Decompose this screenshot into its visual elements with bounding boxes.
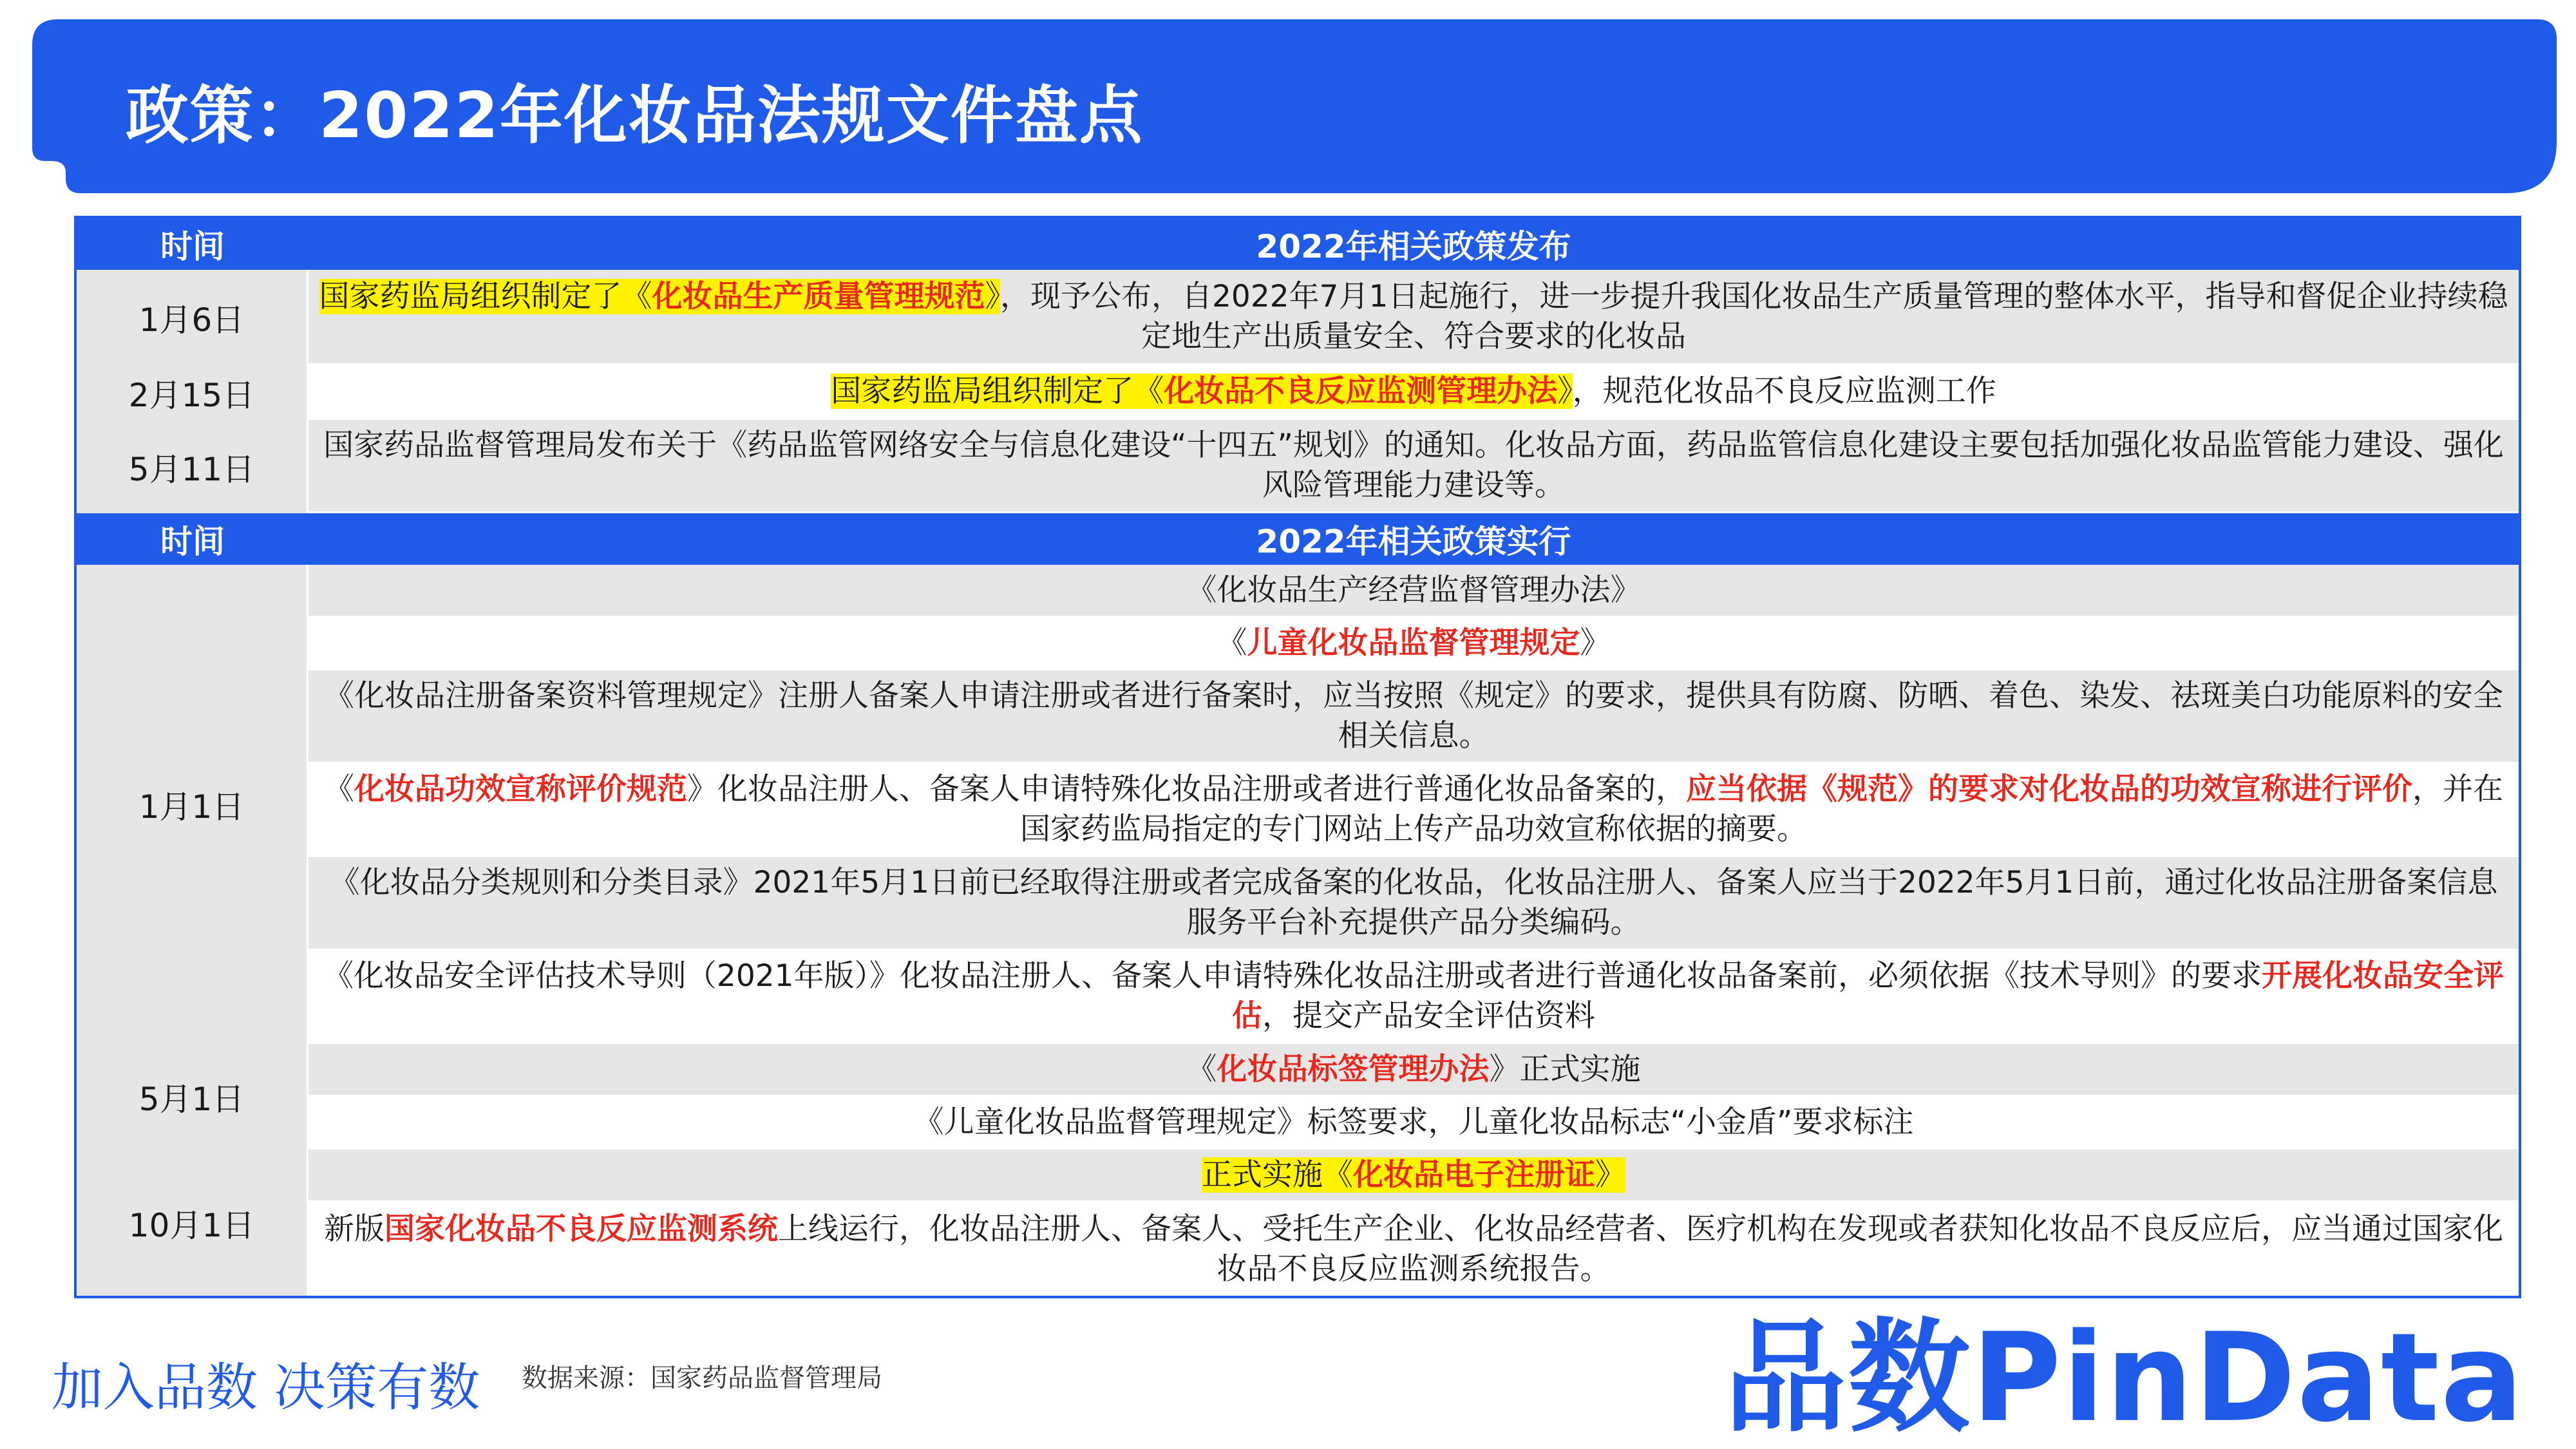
section-header-implementation [77, 513, 2519, 565]
policy-text: 《儿童化妆品监督管理规定》标签要求，儿童化妆品标志“小金盾”要求标注 [913, 1104, 1914, 1140]
date-cell: 1月1日 [77, 565, 308, 1044]
emphasis-text: 化妆品电子注册证 [1353, 1157, 1595, 1193]
text-fragment: 上线运行，化妆品注册人、备案人、受托生产企业、化妆品经营者、医疗机构在发现或者获知化妆品不良反应后，应当通过国家化妆品不良反应监测系统报告。 [778, 1211, 2503, 1287]
policy-cell [308, 1097, 2519, 1150]
text-fragment: 》化妆品注册人、备案人申请特殊化妆品注册或者进行普通化妆品备案的， [687, 772, 1686, 807]
policy-cell [308, 1044, 2519, 1097]
policy-text: 《化妆品注册备案资料管理规定》注册人备案人申请注册或者进行备案时，应当按照《规定》的要求，提供具有防腐、防晒、着色、染发、祛斑美白功能原料的安全相关信息。 [324, 678, 2503, 753]
date-cell: 5月1日 [77, 1044, 308, 1150]
highlight-span [831, 374, 1573, 409]
table-row [77, 420, 2519, 513]
text-fragment: 》 [1557, 374, 1573, 409]
emphasis-text: 儿童化妆品监督管理规定 [1247, 625, 1580, 661]
policy-cell [308, 857, 2519, 951]
date-cell: 10月1日 [77, 1150, 308, 1296]
policy-text [317, 770, 2510, 849]
emphasis-text: 化妆品功效宣称评价规范 [354, 772, 687, 807]
table-row [77, 270, 2519, 365]
text-fragment: ，现予公布，自2022年7月1日起施行，进一步提升我国化妆品生产质量管理的整体水平，指导和督促企业持续稳定地生产出质量安全、符合要求的化妆品 [1000, 278, 2508, 354]
data-source-note: 数据来源：国家药品监督管理局 [522, 1363, 882, 1393]
text-fragment: 《 [1186, 1051, 1217, 1087]
table-row-group [77, 1150, 2519, 1296]
text-fragment: 《 [324, 772, 354, 807]
text-fragment: 国家药监局组织制定了《 [831, 374, 1164, 409]
text-fragment: 正式实施《 [1202, 1157, 1353, 1193]
policy-text [317, 956, 2510, 1036]
table-row [77, 365, 2519, 420]
text-fragment: 国家药监局组织制定了《 [319, 278, 652, 314]
table-row-group [77, 1044, 2519, 1150]
date-cell: 5月11日 [77, 420, 308, 513]
policy-table [74, 216, 2521, 1298]
text-fragment: ，并在国家药监局指定的专门网站上传产品功效宣称依据的摘要。 [1020, 772, 2503, 847]
policy-cell [308, 618, 2519, 670]
emphasis-text: 国家化妆品不良反应监测系统 [384, 1211, 778, 1247]
table-row-group [77, 565, 2519, 1044]
text-fragment: 》 [985, 278, 1001, 314]
policy-cell [308, 1202, 2519, 1296]
highlight-span [319, 279, 1001, 314]
time-column-header: 时间 [160, 523, 225, 560]
emphasis-text: 化妆品标签管理办法 [1217, 1051, 1490, 1087]
footer-slogan: 加入品数 决策有数 [52, 1358, 480, 1417]
policy-cell [308, 420, 2519, 513]
policy-text [317, 623, 2510, 663]
policy-text [317, 372, 2510, 412]
policy-cell [308, 565, 2519, 618]
policy-text: 《化妆品分类规则和分类目录》2021年5月1日前已经取得注册或者完成备案的化妆品，化妆品注册人、备案人应当于2022年5月1日前，通过化妆品注册备案信息服务平台补充提供产品分类编码。 [329, 865, 2498, 940]
emphasis-text: 化妆品不良反应监测管理办法 [1164, 374, 1558, 409]
emphasis-text: 化妆品生产质量管理规范 [652, 278, 985, 314]
policy-text: 《化妆品生产经营监督管理办法》 [1186, 572, 1641, 608]
highlight-span [1202, 1157, 1625, 1193]
policy-text [317, 1209, 2510, 1289]
policy-cell [308, 1150, 2519, 1202]
policy-cell [308, 365, 2519, 420]
text-fragment: 》正式实施 [1489, 1051, 1641, 1087]
policy-cell [308, 670, 2519, 764]
section-header-release [77, 218, 2519, 270]
brand-logo: 品数PinData [1724, 1307, 2524, 1449]
text-fragment: 》 [1580, 625, 1611, 661]
policy-text: 国家药品监督管理局发布关于《药品监管网络安全与信息化建设“十四五”规划》的通知。化妆品方面，药品监管信息化建设主要包括加强化妆品监管能力建设、强化风险管理能力建设等。 [323, 428, 2504, 503]
text-fragment: ，规范化妆品不良反应监测工作 [1572, 374, 1996, 409]
policy-text [317, 277, 2510, 357]
title-banner [32, 19, 2557, 193]
text-fragment: ，提交产品安全评估资料 [1262, 998, 1595, 1034]
date-cell: 1月6日 [77, 270, 308, 365]
emphasis-text: 应当依据《规范》的要求对化妆品的功效宣称进行评价 [1686, 772, 2412, 807]
time-column-header: 时间 [160, 228, 225, 265]
emphasis-text: 开展化妆品安全评估 [1232, 958, 2505, 1034]
policy-cell [308, 764, 2519, 857]
policy-cell [308, 951, 2519, 1044]
section-title-release: 2022年相关政策发布 [1256, 228, 1571, 265]
policy-text [317, 1050, 2510, 1090]
page-title: 政策：2022年化妆品法规文件盘点 [126, 79, 1144, 153]
policy-cell [308, 270, 2519, 365]
text-fragment: 《 [1217, 625, 1247, 661]
text-fragment: 新版 [324, 1211, 384, 1247]
date-cell: 2月15日 [77, 365, 308, 420]
section-title-implementation: 2022年相关政策实行 [1256, 523, 1571, 560]
text-fragment: 》 [1595, 1157, 1625, 1193]
text-fragment: 《化妆品安全评估技术导则（2021年版）》化妆品注册人、备案人申请特殊化妆品注册或者进行普通化妆品备案前，必须依据《技术导则》的要求 [323, 958, 2262, 994]
policy-text [317, 1155, 2510, 1195]
